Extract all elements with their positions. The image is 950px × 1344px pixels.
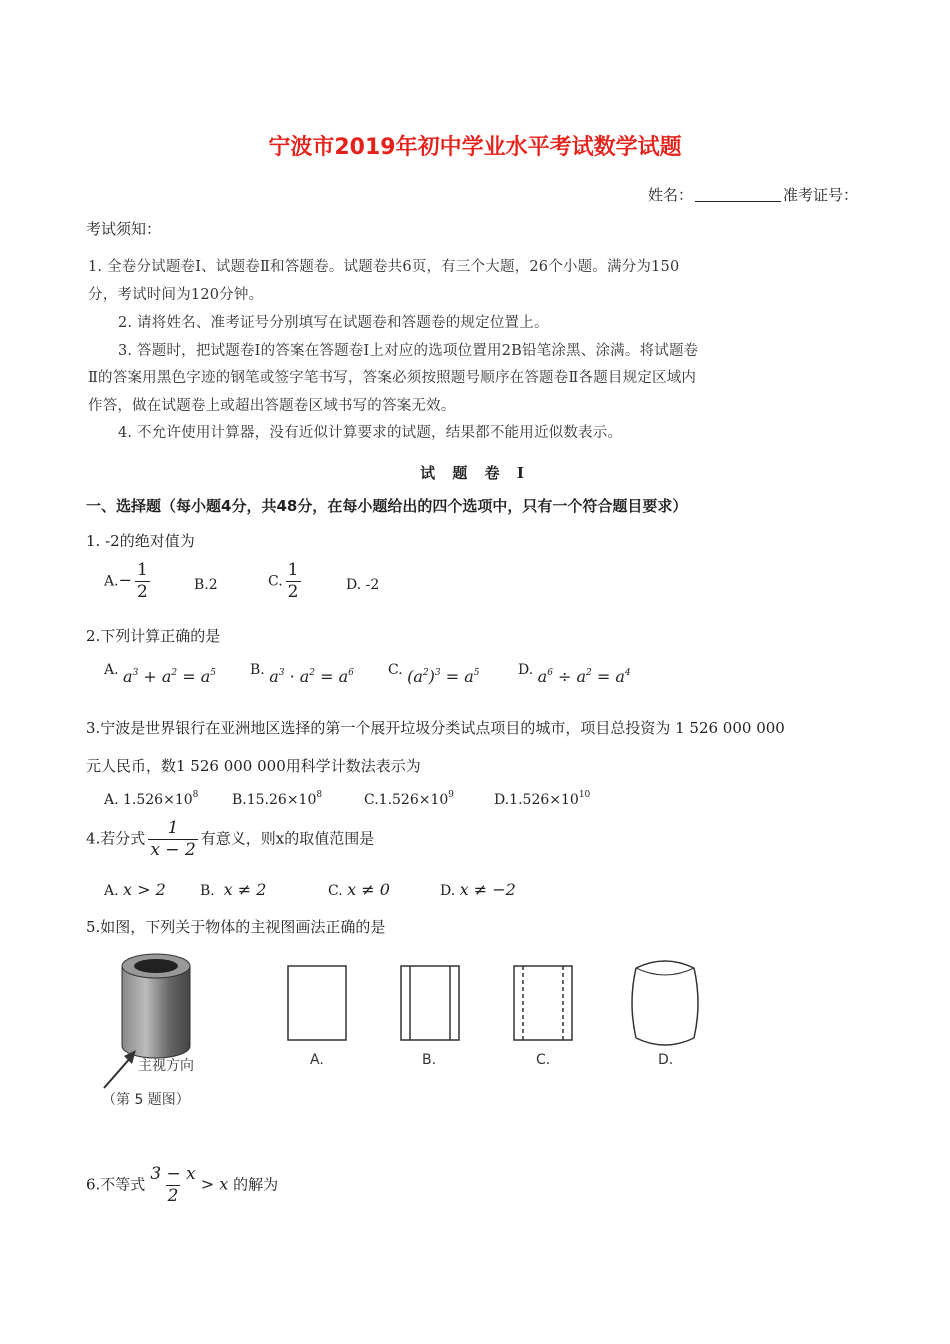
page-title: 宁波市2019年初中学业水平考试数学试题 bbox=[268, 135, 682, 160]
notice-line: 3. 答题时，把试题卷Ⅰ的答案在答题卷Ⅰ上对应的选项位置用2B铅笔涂黑、涂满。将试题卷 bbox=[118, 343, 699, 359]
view-direction-label: 主视方向 bbox=[138, 1058, 194, 1074]
option-c-label: C. bbox=[536, 1052, 551, 1068]
question-4-stem: 4.若分式 $\frac{1}{x - 2}$ 有意义，则x的取值范围是 bbox=[86, 818, 375, 860]
id-label: 准考证号： bbox=[782, 186, 858, 204]
notice-line: 4. 不允许使用计算器，没有近似计算要求的试题，结果都不能用近似数表示。 bbox=[118, 425, 623, 441]
option-b-label: B. bbox=[422, 1052, 437, 1068]
q4-option-c[interactable]: C. x ≠ 0 bbox=[328, 880, 390, 899]
q1-option-d[interactable]: D. -2 bbox=[346, 577, 380, 593]
q1-option-c[interactable]: C. $\frac{1}{2}$ bbox=[268, 560, 299, 602]
question-5-figure bbox=[96, 944, 736, 1114]
q1-option-a[interactable]: A.− $\frac{1}{2}$ bbox=[104, 560, 148, 602]
q2-option-a[interactable]: A. $a^3 + a^2 = a^5$ bbox=[104, 662, 217, 686]
option-c-view bbox=[514, 966, 572, 1040]
q3-option-a[interactable]: A. $1.526\times 10^8$ bbox=[104, 790, 199, 808]
option-a-label: A. bbox=[310, 1052, 324, 1068]
question-3-stem-line2: 元人民币，数1 526 000 000用科学计数法表示为 bbox=[86, 757, 421, 775]
hollow-cylinder-figure bbox=[122, 954, 190, 1058]
option-d-view bbox=[632, 961, 698, 1045]
q4-option-b[interactable]: B. x ≠ 2 bbox=[200, 880, 267, 899]
question-2-stem: 2.下列计算正确的是 bbox=[86, 627, 221, 645]
option-d-label: D. bbox=[658, 1052, 674, 1068]
notice-line: 2. 请将姓名、准考证号分别填写在试题卷和答题卷的规定位置上。 bbox=[118, 315, 549, 331]
q3-option-c[interactable]: $C.1.526\times 10^9$ bbox=[364, 790, 455, 808]
figure-caption: （第 5 题图） bbox=[102, 1092, 190, 1108]
notice-line: 作答，做在试题卷上或超出答题卷区域书写的答案无效。 bbox=[88, 398, 456, 414]
q3-option-d[interactable]: $D.1.526\times 10^{10}$ bbox=[494, 790, 591, 808]
view-direction-arrow bbox=[104, 1050, 136, 1088]
q2-option-d[interactable]: D. $a^6 \div a^2 = a^4$ bbox=[518, 662, 631, 686]
q1-option-b[interactable]: B.2 bbox=[194, 577, 218, 593]
name-label: 姓名： bbox=[647, 186, 693, 204]
question-5-stem: 5.如图，下列关于物体的主视图画法正确的是 bbox=[86, 918, 386, 936]
question-3-stem-line1: 3.宁波是世界银行在亚洲地区选择的第一个展开垃圾分类试点项目的城市，项目总投资为 1 526 000 000 bbox=[86, 719, 785, 737]
option-b-view bbox=[401, 966, 459, 1040]
notice-line: 1. 全卷分试题卷Ⅰ、试题卷Ⅱ和答题卷。试题卷共6页，有三个大题，26个小题。满分为150 bbox=[88, 259, 680, 275]
notice-line: 分，考试时间为120分钟。 bbox=[88, 287, 264, 303]
q4-option-d[interactable]: D. x ≠ −2 bbox=[440, 880, 516, 899]
q3-option-b[interactable]: $B.15.26\times 10^8$ bbox=[232, 790, 323, 808]
question-1-stem: 1. -2的绝对值为 bbox=[86, 532, 195, 550]
q2-option-b[interactable]: B. $a^3 \cdot a^2 = a^6$ bbox=[250, 662, 354, 686]
part-title: 一、选择题（每小题4分，共48分，在每小题给出的四个选项中，只有一个符合题目要求） bbox=[86, 497, 688, 515]
notice-heading: 考试须知： bbox=[86, 220, 162, 238]
section-title: 试 题 卷 I bbox=[420, 464, 530, 482]
q2-option-c[interactable]: C. $(a^2)^3 = a^5$ bbox=[388, 662, 480, 686]
q4-option-a[interactable]: A. x > 2 bbox=[104, 880, 166, 899]
notice-line: Ⅱ的答案用黑色字迹的钢笔或签字笔书写，答案必须按照题号顺序在答题卷Ⅱ各题目规定区域内 bbox=[88, 370, 697, 386]
name-blank[interactable] bbox=[695, 187, 781, 202]
candidate-info bbox=[648, 184, 858, 205]
option-a-view bbox=[288, 966, 346, 1040]
question-6-stem: 6.不等式 $\frac{3 - x}{2}$ > x 的解为 bbox=[86, 1164, 279, 1206]
